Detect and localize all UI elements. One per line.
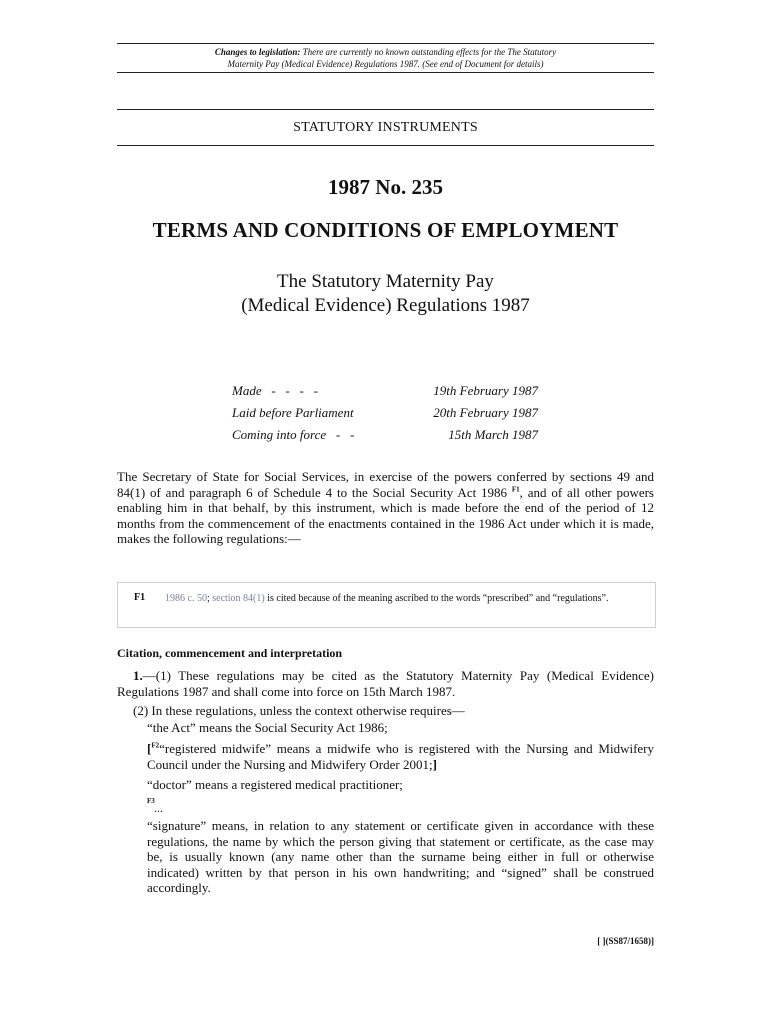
regulation-1-para-1 — [117, 668, 654, 699]
date-row-laid — [232, 402, 542, 424]
section-heading: Citation, commencement and interpretation — [117, 646, 343, 660]
definition-signature: “signature” means, in relation to any statement or certificate given in accordance with these regulations, the name by which the person giving that statement or certificate, as the case may be, is usually known (any name other than the surname being either in full or otherwise indicated) written by that person in his own handwriting; and “signed” shall be construed accordingly. — [147, 818, 654, 895]
footnote-ref-f2[interactable]: F2 — [151, 741, 160, 750]
date-value: 15th March 1987 — [448, 427, 538, 442]
footnote-box — [117, 582, 656, 628]
changes-line-2: Maternity Pay (Medical Evidence) Regulations 1987. (See end of Document for details) — [227, 59, 544, 69]
title-line-2: (Medical Evidence) Regulations 1987 — [241, 295, 530, 316]
si-number: 1987 No. 235 — [328, 175, 443, 199]
amendment-close-bracket: ] — [432, 756, 437, 772]
midwife-text: “registered midwife” means a midwife who is registered with the Nursing and Midwifery Council under the Nursing and Midwifery Order 2001; — [147, 741, 654, 772]
footnote-link-act[interactable]: 1986 c. 50 — [165, 593, 207, 604]
date-value: 19th February 1987 — [433, 383, 538, 398]
footnote-text — [165, 592, 635, 606]
document-title — [117, 270, 654, 318]
regulation-1-text: —(1) These regulations may be cited as the Statutory Maternity Pay (Medical Evidence) Regulations 1987 and shall come into force on 15th March 1987. — [117, 668, 654, 699]
title-line-1: The Statutory Maternity Pay — [277, 271, 494, 292]
changes-label: Changes to legislation: — [214, 47, 301, 57]
date-label: Made - - - - — [232, 383, 318, 398]
date-row-force — [232, 424, 542, 446]
amendment-open-bracket: [ — [147, 741, 152, 756]
date-row-made — [232, 380, 542, 402]
series-heading: STATUTORY INSTRUMENTS — [117, 109, 654, 146]
definition-act: “the Act” means the Social Security Act 1986; — [147, 720, 388, 735]
page-reference: [ ](SS87/1658)] — [597, 936, 654, 946]
footnote-link-section[interactable]: section 84(1) — [212, 593, 265, 604]
definition-doctor: “doctor” means a registered medical practitioner; — [147, 777, 403, 792]
regulation-1-para-2: (2) In these regulations, unless the context otherwise requires— — [133, 703, 465, 718]
subject-heading: TERMS AND CONDITIONS OF EMPLOYMENT — [152, 218, 619, 242]
changes-line-1: There are currently no known outstanding effects for the The Statutory — [302, 47, 557, 57]
preamble-part-1: The Secretary of State for Social Services, in exercise of the powers conferred by sections 49 and 84(1) of and paragraph 6 of Schedule 4 to the Social Security Act 1986 — [117, 469, 654, 500]
date-label: Coming into force - - — [232, 427, 355, 442]
footnote-ref-f1[interactable]: F1 — [511, 485, 520, 494]
changes-to-legislation-banner — [117, 43, 654, 73]
definition-midwife — [147, 741, 654, 772]
footnote-separator: ; — [206, 593, 213, 604]
preamble — [117, 469, 654, 547]
date-value: 20th February 1987 — [433, 405, 538, 420]
footnote-body: is cited because of the meaning ascribed to the words “prescribed” and “regulations”. — [264, 593, 609, 604]
regulation-number: 1. — [133, 668, 143, 683]
footnote-ref-f3[interactable]: F3 — [147, 797, 155, 805]
date-label: Laid before Parliament — [232, 405, 354, 420]
dates-table — [232, 380, 542, 446]
omitted-text: ... — [154, 801, 163, 815]
footnote-key: F1 — [134, 592, 146, 603]
preamble-part-2: , and of all other powers enabling him in that behalf, by this instrument, which is made before the end of the period of 12 months from the commencement of the enactments contained in the 1986 Act under which it is made, makes the following regulations:— — [117, 484, 654, 546]
